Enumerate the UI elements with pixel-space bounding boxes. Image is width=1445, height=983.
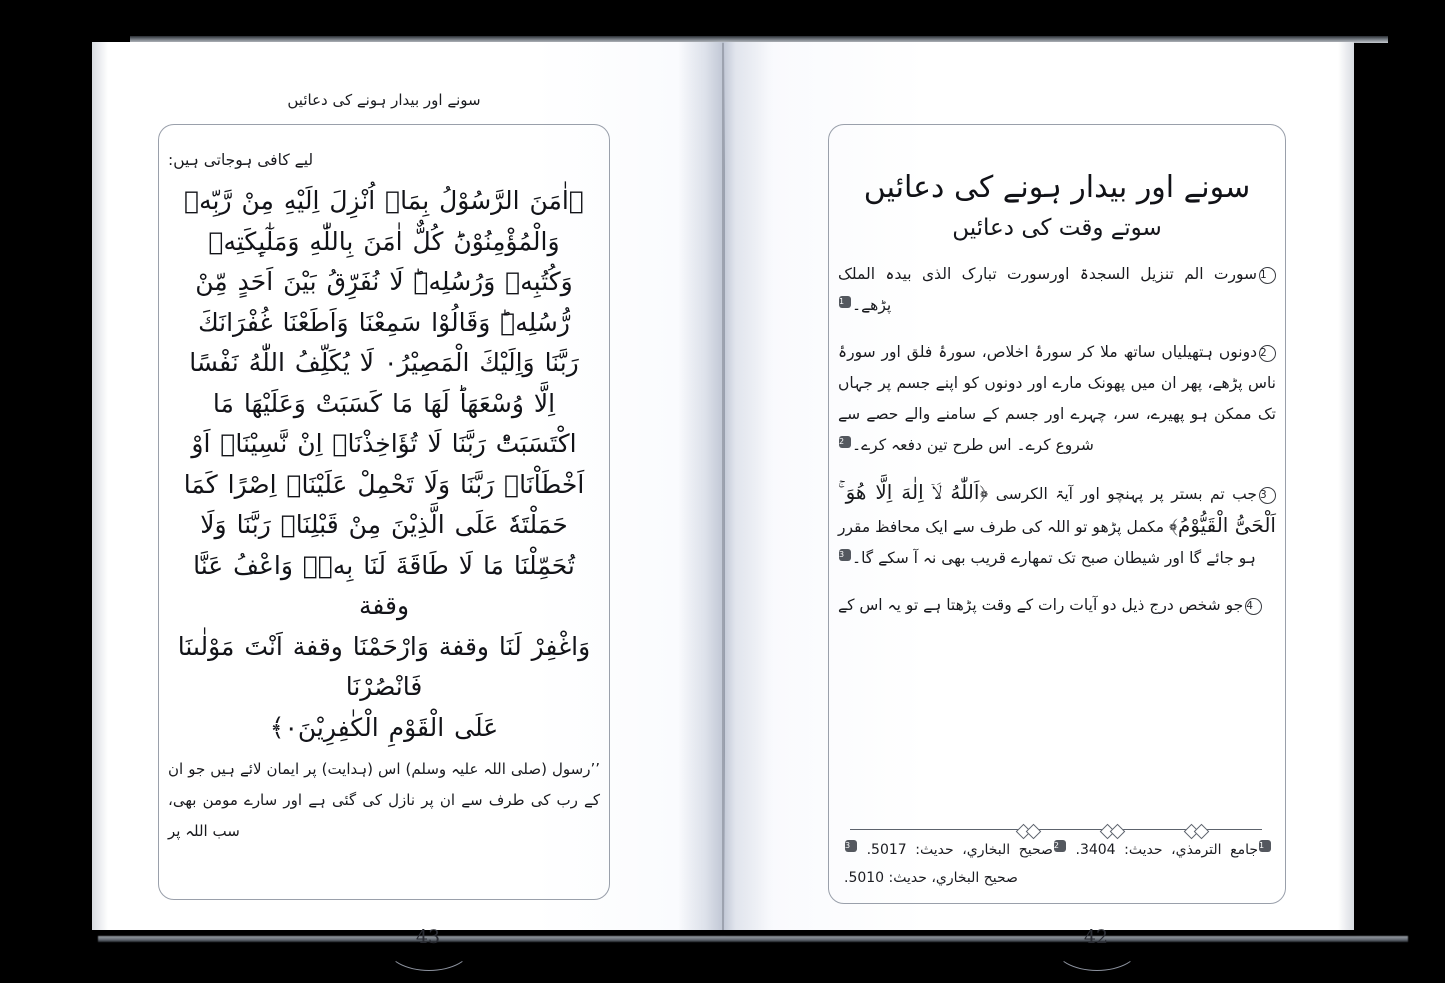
urdu-translation: ’’رسول (صلی اللہ علیہ وسلم) اس (ہدایت) پر ایمان لائے ہیں جو ان کے رب کی طرف سے ان پر نازل کی گئی ہے اور سارے مومن بھی، سب اللہ پر [168, 760, 600, 840]
list-item [838, 590, 1276, 621]
item-text-before: جب تم بستر پر پہنچو اور آیۃ الکرسی [995, 485, 1257, 503]
left-page-body [168, 146, 600, 847]
footnote-marker: 1 [1259, 840, 1271, 852]
footnote-marker: 3 [845, 840, 857, 852]
item-number-marker: 4 [1245, 598, 1262, 615]
arabic-line: تُحَمِّلْنَا مَا لَا طَاقَةَ لَنَا بِهٖۚ وَاعْفُ عَنَّا وقفة [193, 550, 575, 621]
arabic-line: رَبَّنَا وَاِلَیْكَ الْمَصِیْرُ۰ لَا یُكَلِّفُ اللّٰهُ نَفْسًا [189, 348, 579, 378]
ayat-ul-kursi-excerpt: ﴿اَللّٰهُ لَاۤ اِلٰهَ اِلَّا هُوَ ۚ اَلْحَیُّ الْقَیُّوْمُ﴾ [838, 480, 1276, 537]
right-page-body [838, 146, 1276, 637]
footnote-ref: 2 [839, 436, 851, 448]
left-page-folio [368, 926, 488, 948]
arabic-line: رُّسُلِهٖؕ وَقَالُوْا سَمِعْنَا وَاَطَعْنَا غُفْرَانَكَ [198, 307, 570, 337]
left-page-running-header: سونے اور بیدار ہونے کی دعائیں [287, 91, 481, 109]
footnote-text: صحيح البخاري، حديث: 5017. [866, 842, 1053, 858]
chapter-subtitle: سوتے وقت کی دعائیں [952, 215, 1162, 241]
footnote-ref: 1 [839, 296, 851, 308]
item-text: جو شخص درج ذیل دو آیات رات کے وقت پڑھتا ہے تو یہ اس کے [838, 596, 1244, 614]
item-number-marker: 1 [1259, 267, 1276, 284]
chapter-title: سونے اور بیدار ہونے کی دعائیں [863, 170, 1251, 205]
folio-number: 43 [415, 926, 441, 948]
arabic-line: اِلَّا وُسْعَهَاؕ لَهَا مَا كَسَبَتْ وَعَلَیْهَا مَا [212, 388, 556, 418]
footnote-separator-ornament [850, 824, 1262, 836]
open-book [38, 36, 1408, 948]
footnote-ref: 3 [839, 549, 851, 561]
page-stack-bottom-edge [98, 936, 1408, 942]
arabic-line: وَالْمُؤْمِنُوْنَؕ كُلٌّ اٰمَنَ بِاللّٰهِ وَمَلٰٓىِٕكَتِهٖ [208, 226, 560, 256]
item-number-marker: 2 [1259, 345, 1276, 362]
footnote-block [844, 836, 1272, 892]
item-text: سورت الم تنزیل السجدۃ اورسورت تبارک الذی بیدہ الملک پڑھے۔ [838, 265, 1257, 314]
arabic-line: عَلَى الْقَوْمِ الْكٰفِرِیْنَ۰﴾ [269, 712, 499, 742]
arabic-line: وَكُتُبِهٖ وَرُسُلِهٖؕ لَا نُفَرِّقُ بَیْنَ اَحَدٍ مِّنْ [195, 267, 573, 297]
item-text-after: مکمل پڑھو تو اللہ کی طرف سے ایک محافظ مقرر ہو جائے گا اور شیطان صبح تک تمھارے قریب بھی نہ آ سکے گا۔ [838, 518, 1256, 567]
arabic-line: حَمَلْتَهٗ عَلَى الَّذِیْنَ مِنْ قَبْلِنَاۚ رَبَّنَا وَلَا [200, 510, 568, 540]
continuation-line: لیے کافی ہوجاتی ہیں: [168, 151, 314, 169]
list-item [838, 477, 1276, 574]
item-number-marker: 3 [1259, 487, 1276, 504]
footnote-text: جامع الترمذي، حديث: 3404. [1075, 842, 1259, 858]
footnote-text: صحيح البخاري، حديث: 5010. [844, 870, 1018, 886]
list-item [838, 259, 1276, 321]
item-text: دونوں ہتھیلیاں ساتھ ملا کر سورۂ اخلاص، سورۂ فلق اور سورۂ ناس پڑھے، پھر ان میں پھونک مارے اور دونوں کو اپنے جسم پر جہاں تک ممکن ہو پھیرے، سر، چہرے اور جسم کے سامنے والے حصے سے شروع کرے۔ اس طرح تین دفعہ کرے۔ [838, 343, 1276, 454]
spine-crease [724, 46, 725, 926]
arabic-line: وَاغْفِرْ لَنَا وقفة وَارْحَمْنَا وقفة اَنْتَ مَوْلٰىنَا فَانْصُرْنَا [177, 631, 591, 702]
footnote-marker: 2 [1054, 840, 1066, 852]
arabic-line: اكْتَسَبَتْؕ رَبَّنَا لَا تُؤَاخِذْنَاۤ اِنْ نَّسِیْنَاۤ اَوْ [191, 429, 577, 459]
list-item [838, 337, 1276, 461]
folio-number: 42 [1083, 926, 1109, 948]
right-page-folio [1036, 926, 1156, 948]
arabic-line: ﴿اٰمَنَ الرَّسُوْلُ بِمَاۤ اُنْزِلَ اِلَیْهِ مِنْ رَّبِّهٖ [184, 186, 584, 216]
quran-passage-2-285-286 [168, 181, 600, 748]
arabic-line: اَخْطَاْنَاۚ رَبَّنَا وَلَا تَحْمِلْ عَلَیْنَاۤ اِصْرًا كَمَا [183, 469, 585, 499]
